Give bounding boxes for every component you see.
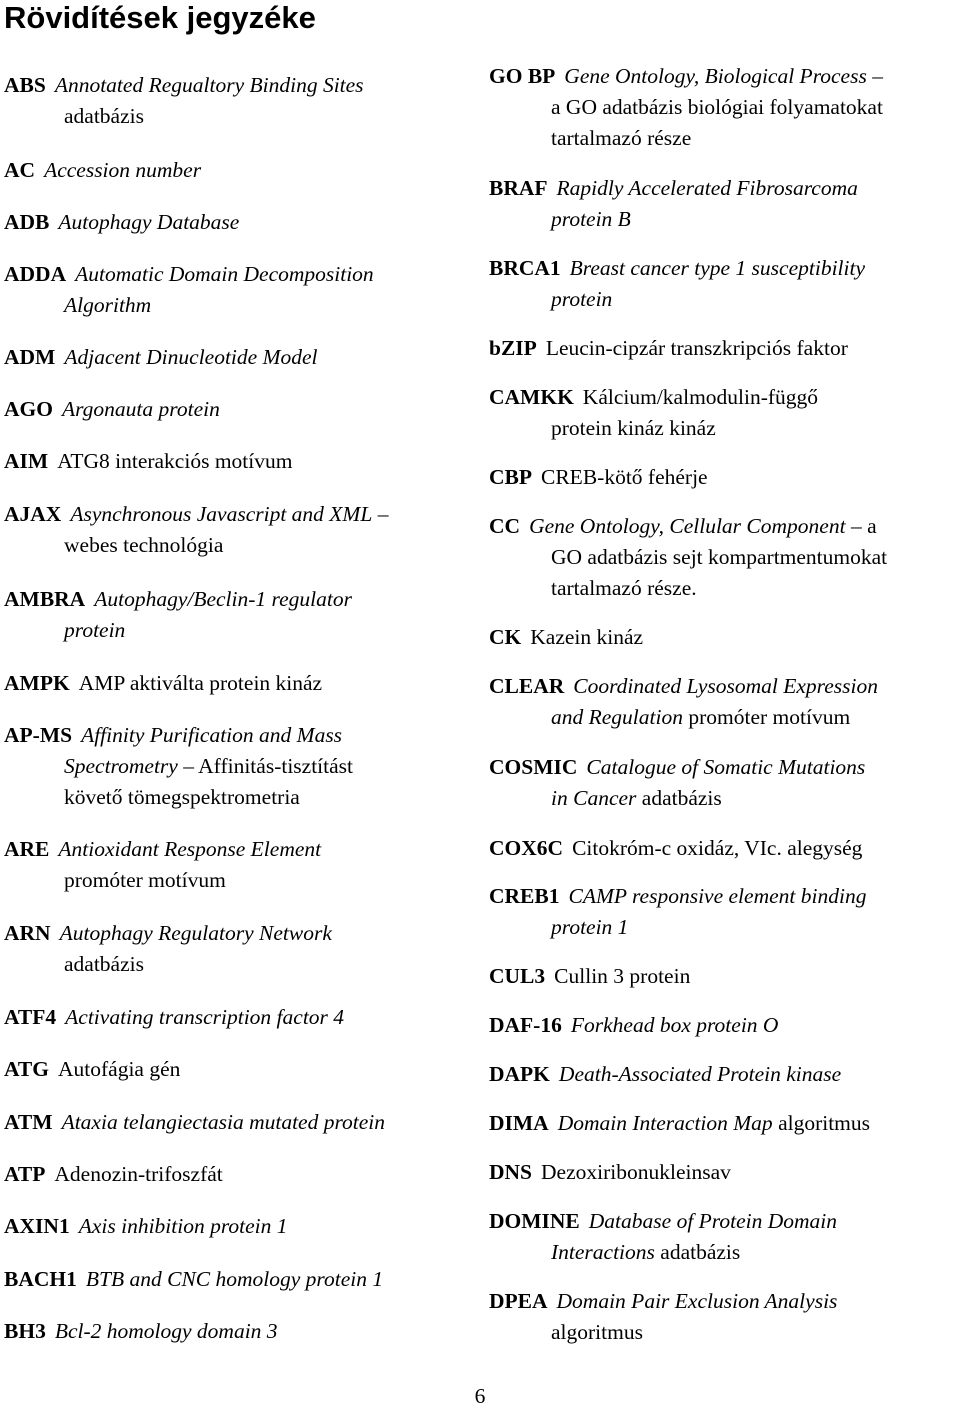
definition-line <box>489 783 955 814</box>
definition-line <box>4 446 466 477</box>
abbreviation-entry <box>489 1206 955 1268</box>
definition-line <box>4 584 466 615</box>
abbreviation-term: BRCA1 <box>489 256 561 280</box>
definition-text: – <box>372 502 389 526</box>
abbreviation-entry <box>4 342 466 373</box>
definition-line <box>489 542 955 573</box>
definition-italic-text: Autophagy Regulatory Network <box>59 921 332 945</box>
abbreviation-entry <box>489 333 955 364</box>
abbreviation-entry <box>489 382 955 444</box>
abbreviation-entry <box>489 752 955 814</box>
definition-italic-text: protein 1 <box>551 915 629 939</box>
abbreviation-term: ATF4 <box>4 1005 57 1029</box>
definition-italic-text: Adjacent Dinucleotide Model <box>64 345 318 369</box>
definition-line <box>489 173 955 204</box>
abbreviation-term: AMBRA <box>4 587 86 611</box>
definition-italic-text: Database of Protein Domain <box>588 1209 838 1233</box>
definition-line <box>4 782 466 813</box>
abbreviation-entry <box>4 1264 466 1295</box>
definition-text: promóter motívum <box>64 868 226 892</box>
definition-line <box>489 702 955 733</box>
definition-text: követő tömegspektrometria <box>64 785 300 809</box>
definition-line <box>4 668 466 699</box>
definition-text: adatbázis <box>636 786 722 810</box>
abbreviation-term: CAMKK <box>489 385 574 409</box>
definition-italic-text: Interactions <box>551 1240 655 1264</box>
abbreviation-entry <box>4 259 466 321</box>
abbreviation-entry <box>489 1010 955 1041</box>
abbreviation-entry <box>489 671 955 733</box>
definition-line <box>4 530 466 561</box>
definition-text: – Affinitás-tisztítást <box>177 754 354 778</box>
definition-italic-text: Argonauta protein <box>61 397 220 421</box>
definition-italic-text: Domain Interaction Map <box>557 1111 773 1135</box>
abbreviation-term: DAF-16 <box>489 1013 562 1037</box>
definition-italic-text: and Regulation <box>551 705 683 729</box>
abbreviation-entry <box>4 155 466 186</box>
definition-line <box>489 253 955 284</box>
definition-line <box>4 499 466 530</box>
definition-italic-text: Affinity Purification and Mass <box>81 723 343 747</box>
definition-line <box>4 834 466 865</box>
abbreviation-entry <box>4 1159 466 1190</box>
abbreviation-term: DAPK <box>489 1062 550 1086</box>
definition-text: adatbázis <box>64 952 144 976</box>
abbreviation-term: DOMINE <box>489 1209 580 1233</box>
abbreviation-term: ABS <box>4 73 46 97</box>
page-number: 6 <box>474 1384 486 1408</box>
abbreviation-term: BRAF <box>489 176 548 200</box>
definition-text: Dezoxiribonukleinsav <box>541 1160 731 1184</box>
definition-line <box>489 511 955 542</box>
definition-italic-text: protein <box>64 618 126 642</box>
definition-italic-text: Rapidly Accelerated Fibrosarcoma <box>556 176 858 200</box>
definition-italic-text: Death-Associated Protein kinase <box>558 1062 842 1086</box>
abbreviation-term: ATP <box>4 1162 46 1186</box>
definition-line <box>489 1206 955 1237</box>
definition-line <box>489 462 955 493</box>
definition-italic-text: Coordinated Lysosomal Expression <box>573 674 879 698</box>
abbreviation-term: CLEAR <box>489 674 565 698</box>
abbreviation-entry <box>4 446 466 477</box>
abbreviation-term: AXIN1 <box>4 1214 70 1238</box>
definition-line <box>4 918 466 949</box>
abbreviation-entry <box>489 462 955 493</box>
abbreviation-entry <box>489 1286 955 1348</box>
definition-italic-text: Gene Ontology, Cellular Component <box>529 514 846 538</box>
definition-text: Kazein kináz <box>530 625 644 649</box>
definition-text: a GO adatbázis biológiai folyamatokat <box>551 95 883 119</box>
definition-line <box>4 1211 466 1242</box>
definition-text: Cullin 3 protein <box>554 964 691 988</box>
abbreviation-term: CREB1 <box>489 884 560 908</box>
abbreviation-term: COSMIC <box>489 755 578 779</box>
abbreviation-term: AC <box>4 158 36 182</box>
abbreviation-entry <box>489 1059 955 1090</box>
abbreviation-entry <box>4 1054 466 1085</box>
abbreviation-entry <box>489 61 955 154</box>
definition-text: – a <box>845 514 877 538</box>
definition-line <box>489 1286 955 1317</box>
definition-line <box>4 1264 466 1295</box>
definition-text: Autofágia gén <box>58 1057 181 1081</box>
definition-text: CREB-kötő fehérje <box>541 465 708 489</box>
abbreviation-term: ATM <box>4 1110 53 1134</box>
abbreviation-entry <box>4 668 466 699</box>
definition-text: Kálcium/kalmodulin-függő <box>582 385 819 409</box>
abbreviation-term: BACH1 <box>4 1267 77 1291</box>
definition-line <box>489 1317 955 1348</box>
definition-line <box>489 123 955 154</box>
definition-line <box>489 622 955 653</box>
definition-italic-text: CAMP responsive element binding <box>568 884 867 908</box>
abbreviation-term: COX6C <box>489 836 564 860</box>
definition-italic-text: Accession number <box>44 158 202 182</box>
abbreviation-entry <box>4 1211 466 1242</box>
definition-line <box>489 204 955 235</box>
definition-line <box>489 833 955 864</box>
abbreviation-entry <box>4 918 466 980</box>
definition-italic-text: in Cancer <box>551 786 637 810</box>
definition-italic-text: protein B <box>551 207 631 231</box>
definition-line <box>4 865 466 896</box>
abbreviation-entry <box>4 499 466 561</box>
abbreviation-entry <box>4 207 466 238</box>
abbreviation-entry <box>4 720 466 813</box>
definition-text: Adenozin-trifoszfát <box>54 1162 223 1186</box>
definition-italic-text: Breast cancer type 1 susceptibility <box>569 256 866 280</box>
abbreviation-entry <box>489 622 955 653</box>
definition-text: AMP aktiválta protein kináz <box>78 671 323 695</box>
abbreviation-term: AIM <box>4 449 49 473</box>
abbreviation-term: AGO <box>4 397 53 421</box>
definition-line <box>489 912 955 943</box>
abbreviation-entry <box>4 70 466 132</box>
definition-line <box>4 155 466 186</box>
abbreviation-entry <box>489 511 955 604</box>
abbreviation-term: DPEA <box>489 1289 548 1313</box>
abbreviation-entry <box>489 881 955 943</box>
abbreviation-entry <box>489 1157 955 1188</box>
definition-text: ATG8 interakciós motívum <box>57 449 293 473</box>
abbreviation-term: ATG <box>4 1057 49 1081</box>
definition-italic-text: Asynchronous Javascript and XML <box>70 502 373 526</box>
abbreviation-term: DIMA <box>489 1111 549 1135</box>
definition-line <box>4 394 466 425</box>
definition-line <box>4 1159 466 1190</box>
definition-line <box>4 949 466 980</box>
definition-line <box>4 720 466 751</box>
definition-line <box>489 382 955 413</box>
abbreviation-entry <box>4 1107 466 1138</box>
definition-line <box>489 1010 955 1041</box>
definition-italic-text: Autophagy/Beclin-1 regulator <box>94 587 352 611</box>
definition-line <box>489 284 955 315</box>
abbreviation-entry <box>4 394 466 425</box>
abbreviation-entry <box>4 584 466 646</box>
abbreviation-term: CUL3 <box>489 964 546 988</box>
definition-text: Leucin-cipzár transzkripciós faktor <box>545 336 848 360</box>
definition-text: tartalmazó része. <box>551 576 697 600</box>
definition-line <box>4 101 466 132</box>
definition-line <box>489 881 955 912</box>
abbreviation-term: AJAX <box>4 502 62 526</box>
definition-italic-text: BTB and CNC homology protein 1 <box>85 1267 384 1291</box>
abbreviation-entry <box>489 833 955 864</box>
definition-italic-text: Autophagy Database <box>58 210 240 234</box>
definition-text: adatbázis <box>654 1240 741 1264</box>
abbreviation-term: ARE <box>4 837 50 861</box>
definition-italic-text: protein <box>551 287 613 311</box>
definition-line <box>4 259 466 290</box>
definition-italic-text: Bcl-2 homology domain 3 <box>54 1319 278 1343</box>
abbreviation-entry <box>4 1316 466 1347</box>
definition-line <box>4 1002 466 1033</box>
definition-italic-text: Ataxia telangiectasia mutated protein <box>61 1110 386 1134</box>
definition-italic-text: Algorithm <box>64 293 152 317</box>
definition-line <box>489 671 955 702</box>
definition-italic-text: Activating transcription factor 4 <box>65 1005 345 1029</box>
definition-text: – <box>866 64 883 88</box>
definition-line <box>489 573 955 604</box>
abbreviation-term: DNS <box>489 1160 533 1184</box>
abbreviation-entry <box>4 1002 466 1033</box>
abbreviation-term: bZIP <box>489 336 537 360</box>
abbreviation-term: AP-MS <box>4 723 73 747</box>
abbreviation-term: ADB <box>4 210 50 234</box>
definition-line <box>4 70 466 101</box>
definition-italic-text: Axis inhibition protein 1 <box>78 1214 288 1238</box>
definition-text: promóter motívum <box>682 705 851 729</box>
definition-line <box>489 333 955 364</box>
definition-text: adatbázis <box>64 104 144 128</box>
definition-line <box>489 1059 955 1090</box>
abbreviation-entry <box>489 961 955 992</box>
abbreviation-term: CC <box>489 514 521 538</box>
abbreviation-term: BH3 <box>4 1319 46 1343</box>
definition-text: algoritmus <box>772 1111 871 1135</box>
definition-text: algoritmus <box>551 1320 643 1344</box>
abbreviation-term: ADDA <box>4 262 67 286</box>
definition-italic-text: Forkhead box protein O <box>570 1013 779 1037</box>
definition-text: Citokróm-c oxidáz, VIc. alegység <box>572 836 863 860</box>
abbreviation-term: ARN <box>4 921 51 945</box>
definition-text: tartalmazó része <box>551 126 692 150</box>
definition-line <box>489 413 955 444</box>
definition-line <box>4 1054 466 1085</box>
definition-line <box>489 752 955 783</box>
abbreviation-entry <box>489 1108 955 1139</box>
abbreviation-entry <box>489 173 955 235</box>
definition-text: webes technológia <box>64 533 224 557</box>
definition-text: protein kináz kináz <box>551 416 716 440</box>
abbreviation-term: CBP <box>489 465 532 489</box>
definition-italic-text: Spectrometry <box>64 754 178 778</box>
definition-line <box>489 1237 955 1268</box>
definition-line <box>4 1107 466 1138</box>
definition-line <box>489 1157 955 1188</box>
definition-italic-text: Annotated Regualtory Binding Sites <box>54 73 364 97</box>
abbreviation-entry <box>489 253 955 315</box>
definition-line <box>4 615 466 646</box>
definition-italic-text: Gene Ontology, Biological Process <box>564 64 867 88</box>
definition-line <box>4 751 466 782</box>
definition-line <box>4 207 466 238</box>
definition-line <box>489 1108 955 1139</box>
definition-line <box>489 92 955 123</box>
definition-italic-text: Automatic Domain Decomposition <box>75 262 374 286</box>
abbreviation-term: CK <box>489 625 522 649</box>
definition-text: GO adatbázis sejt kompartmentumokat <box>551 545 888 569</box>
abbreviation-term: AMPK <box>4 671 70 695</box>
definition-line <box>4 290 466 321</box>
page-title: Rövidítések jegyzéke <box>4 0 316 35</box>
abbreviation-entry <box>4 834 466 896</box>
abbreviation-term: GO BP <box>489 64 556 88</box>
definition-italic-text: Catalogue of Somatic Mutations <box>586 755 866 779</box>
definition-italic-text: Antioxidant Response Element <box>58 837 322 861</box>
definition-line <box>489 961 955 992</box>
definition-line <box>4 1316 466 1347</box>
definition-italic-text: Domain Pair Exclusion Analysis <box>556 1289 838 1313</box>
definition-line <box>4 342 466 373</box>
abbreviation-term: ADM <box>4 345 56 369</box>
definition-line <box>489 61 955 92</box>
